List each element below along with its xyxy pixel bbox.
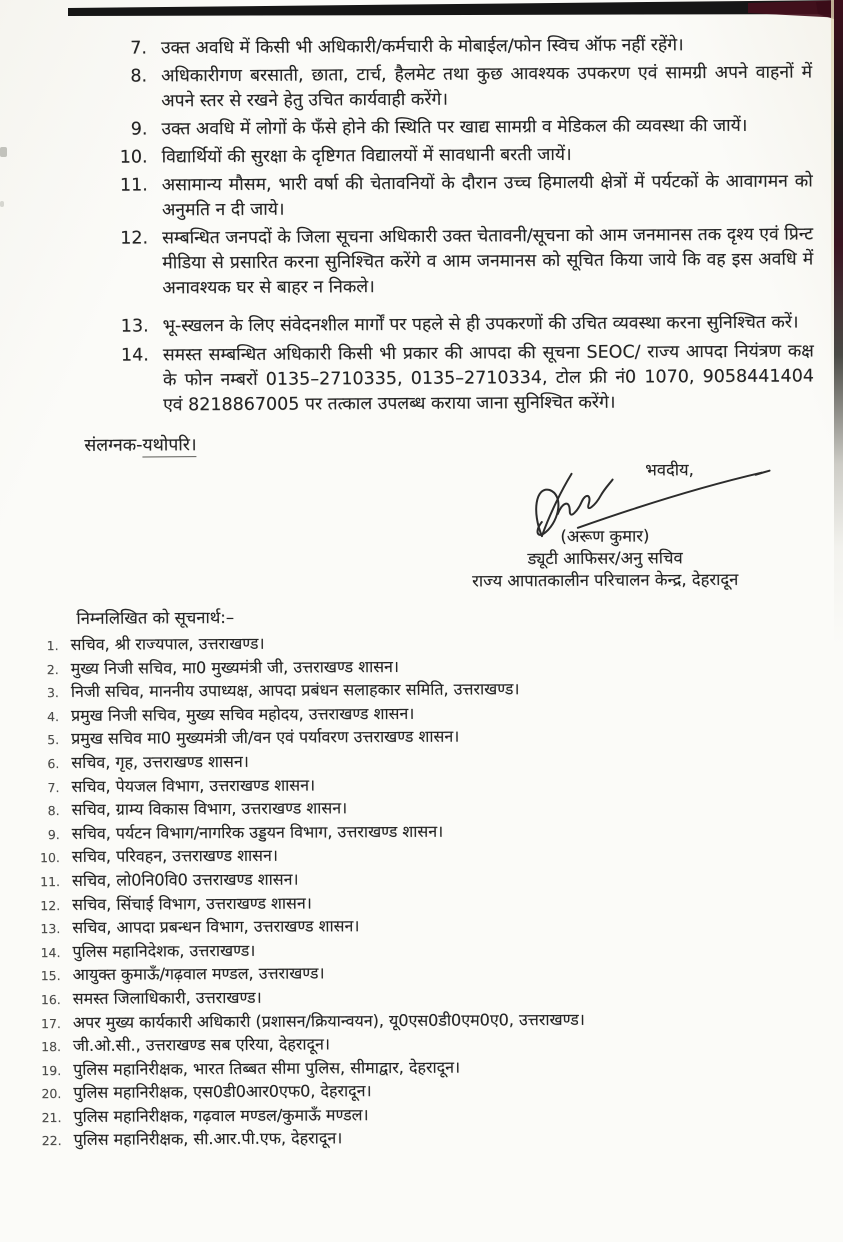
numbered-point xyxy=(113,113,812,142)
distribution-item-text: जी.ओ.सी., उत्तराखण्ड सब एरिया, देहरादून। xyxy=(72,1034,330,1056)
distribution-item-text: प्रमुख सचिव मा0 मुख्यमंत्री जी/वन एवं पर्यावरण उत्तराखण्ड शासन। xyxy=(71,726,460,749)
point-number: 14. xyxy=(120,345,149,366)
point-number: 12. xyxy=(120,228,149,249)
distribution-item-number: 13. xyxy=(40,921,61,937)
point-text: सम्बन्धित जनपदों के जिला सूचना अधिकारी उक्त चेतावनी/सूचना को आम जनमानस तक दृश्य एवं प्रिन्ट मीडिया से प्रसारित करना सुनिश्चित करेंगे व आम जनमानस को सूचित किया जाये कि वह इस अवधि में अनावश्यक घर से बाहर न निकले। xyxy=(162,224,814,299)
distribution-item-number: 22. xyxy=(41,1133,62,1149)
distribution-item-text: मुख्य निजी सचिव, मा0 मुख्यमंत्री जी, उत्तराखण्ड शासन। xyxy=(70,656,400,678)
distribution-item-number: 16. xyxy=(40,991,61,1008)
distribution-item-number: 1. xyxy=(46,637,59,654)
enclosure-underlined: यथोपरि। xyxy=(142,435,197,456)
distribution-item-text: सचिव, आपदा प्रबन्धन विभाग, उत्तराखण्ड शासन। xyxy=(72,916,360,938)
point-text: समस्त सम्बन्धित अधिकारी किसी भी प्रकार की आपदा की सूचना SEOC/ राज्य आपदा नियंत्रण कक्ष के फोन नम्बरों 0135–2710335, 0135–2710334, टोल फ्री नं0 1070, 9058441404 एवं 8218867005 पर तत्काल उपलब्ध कराया जाना सुनिश्चित करेंगे। xyxy=(162,341,814,416)
distribution-item-text: सचिव, पेयजल विभाग, उत्तराखण्ड शासन। xyxy=(71,774,316,796)
signature-block xyxy=(439,459,770,593)
distribution-item-text: पुलिस महानिदेशक, उत्तराखण्ड। xyxy=(72,940,256,961)
point-text: अधिकारीगण बरसाती, छाता, टार्च, हैलमेट तथा कुछ आवश्यक उपकरण एवं सामग्री अपने वाहनों में अपने स्तर से रखने हेतु उचित कार्यवाही करेंगे। xyxy=(161,62,813,112)
distribution-list xyxy=(34,629,843,1153)
numbered-point xyxy=(113,32,812,61)
distribution-item-text: प्रमुख निजी सचिव, मुख्य सचिव महोदय, उत्तराखण्ड शासन। xyxy=(70,703,415,725)
signatory-office: राज्य आपातकालीन परिचालन केन्द्र, देहरादून xyxy=(472,569,739,591)
numbered-point xyxy=(114,222,813,301)
distribution-item-text: सचिव, ग्राम्य विकास विभाग, उत्तराखण्ड शासन। xyxy=(71,798,348,820)
numbered-point xyxy=(115,310,814,339)
salutation: भवदीय, xyxy=(645,460,694,480)
signatory-name: (अरूण कुमार) xyxy=(560,526,650,546)
point-text: असामान्य मौसम, भारी वर्षा की चेतावनियों के दौरान उच्च हिमालयी क्षेत्रों में पर्यटकों के आवागमन को अनुमति न दी जाये। xyxy=(161,171,813,221)
point-number: 10. xyxy=(119,147,148,168)
point-number: 13. xyxy=(120,316,149,337)
distribution-item-number: 4. xyxy=(47,708,60,724)
distribution-item-number: 6. xyxy=(47,755,60,772)
numbered-point xyxy=(115,339,814,418)
distribution-heading: निम्नलिखित को सूचनार्थ:– xyxy=(76,607,235,628)
enclosure-note xyxy=(84,428,843,457)
distribution-item-number: 21. xyxy=(41,1109,62,1125)
point-text: उक्त अवधि में लोगों के फँसे होने की स्थिति पर खाद्य सामग्री व मेडिकल की व्यवस्था की जायें। xyxy=(161,115,748,140)
distribution-item-text: पुलिस महानिरीक्षक, एस0डी0आर0एफ0, देहरादून। xyxy=(73,1081,372,1103)
distribution-item-text: सचिव, लो0नि0वि0 उत्तराखण्ड शासन। xyxy=(71,869,299,890)
distribution-item-text: सचिव, परिवहन, उत्तराखण्ड शासन। xyxy=(71,846,278,867)
signature-space xyxy=(440,483,770,527)
distribution-item-text: सचिव, गृह, उत्तराखण्ड शासन। xyxy=(71,751,249,772)
point-number: 11. xyxy=(119,175,148,196)
numbered-point xyxy=(113,60,812,114)
distribution-item-number: 17. xyxy=(40,1015,61,1031)
distribution-item-number: 5. xyxy=(47,732,60,748)
numbered-points-list xyxy=(113,32,814,418)
point-text: विद्यार्थियों की सुरक्षा के दृष्टिगत विद्यालयों में सावधानी बरती जायें। xyxy=(161,144,572,168)
distribution-item-number: 15. xyxy=(40,968,61,984)
numbered-point xyxy=(114,141,813,170)
signatory-designation: ड्यूटी आफिसर/अनु सचिव xyxy=(527,548,683,569)
distribution-item-text: समस्त जिलाधिकारी, उत्तराखण्ड। xyxy=(72,987,262,1008)
distribution-item-text: अपर मुख्य कार्यकारी अधिकारी (प्रशासन/क्रियान्वयन), यू0एस0डी0एम0ए0, उत्तराखण्ड। xyxy=(72,1009,585,1032)
distribution-item-text: पुलिस महानिरीक्षक, भारत तिब्बत सीमा पुलिस, सीमाद्वार, देहरादून। xyxy=(73,1057,461,1079)
distribution-item-text: सचिव, पर्यटन विभाग/नागरिक उड्डयन विभाग, उत्तराखण्ड शासन। xyxy=(71,821,444,843)
distribution-item-text: पुलिस महानिरीक्षक, सी.आर.पी.एफ, देहरादून। xyxy=(73,1128,343,1150)
distribution-item-number: 12. xyxy=(40,897,61,913)
distribution-item-number: 8. xyxy=(47,803,60,819)
point-number: 7. xyxy=(130,38,147,59)
distribution-item-number: 7. xyxy=(47,779,60,795)
distribution-item-number: 10. xyxy=(39,850,60,866)
distribution-item-text: पुलिस महानिरीक्षक, गढ़वाल मण्डल/कुमाऊँ मण्डल। xyxy=(73,1104,369,1126)
distribution-item-number: 3. xyxy=(46,685,59,701)
point-number: 9. xyxy=(130,119,148,140)
distribution-item-number: 11. xyxy=(40,873,61,890)
distribution-item-text: निजी सचिव, माननीय उपाध्यक्ष, आपदा प्रबंधन सलाहकार समिति, उत्तराखण्ड। xyxy=(70,679,520,702)
distribution-item-text: सचिव, श्री राज्यपाल, उत्तराखण्ड। xyxy=(70,633,265,654)
distribution-section xyxy=(2,603,843,1153)
point-text: उक्त अवधि में किसी भी अधिकारी/कर्मचारी के मोबाईल/फोन स्विच ऑफ नहीं रहेंगे। xyxy=(160,35,684,59)
numbered-point xyxy=(114,169,813,223)
point-number: 8. xyxy=(130,66,148,87)
point-text: भू-स्खलन के लिए संवेदनशील मार्गों पर पहले से ही उपकरणों की उचित व्यवस्था करना सुनिश्चित करें। xyxy=(162,312,799,337)
distribution-item-number: 19. xyxy=(41,1062,62,1078)
distribution-item-text: आयुक्त कुमाऊँ/गढ़वाल मण्डल, उत्तराखण्ड। xyxy=(72,963,325,985)
distribution-item-number: 18. xyxy=(41,1039,62,1055)
distribution-item-number: 9. xyxy=(47,826,60,842)
distribution-item-number: 2. xyxy=(46,661,59,677)
distribution-item-number: 20. xyxy=(41,1086,62,1102)
distribution-item-text: सचिव, सिंचाई विभाग, उत्तराखण्ड शासन। xyxy=(72,892,312,914)
distribution-item-number: 14. xyxy=(40,944,61,960)
distribution-item xyxy=(38,1125,843,1154)
enclosure-prefix: संलग्नक- xyxy=(84,435,143,456)
